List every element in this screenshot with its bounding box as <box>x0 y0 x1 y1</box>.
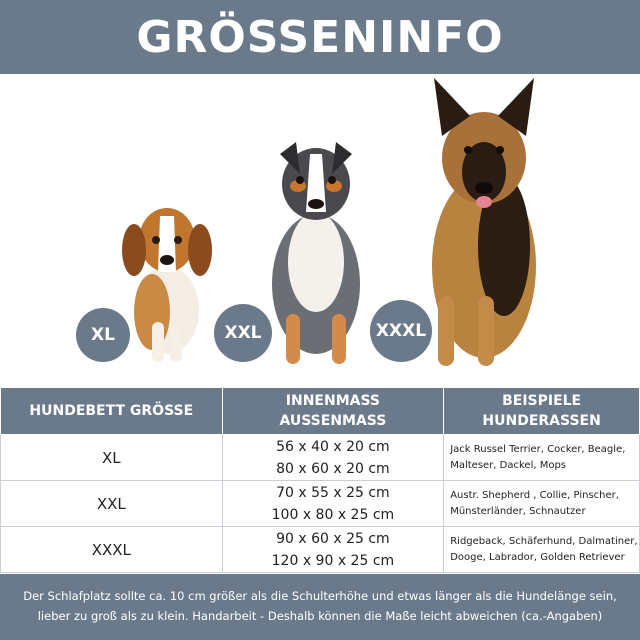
header-examples-line1: BEISPIELE <box>502 393 582 409</box>
size-badge-xxxl-label: XXXL <box>375 321 427 341</box>
page-header <box>0 0 640 74</box>
size-badge-xl-label: XL <box>91 325 115 345</box>
row-breeds <box>444 481 640 527</box>
header-size-label: HUNDEBETT GRÖSSE <box>29 403 194 419</box>
row-breeds <box>444 527 640 573</box>
row-breeds-line1: Austr. Shepherd , Collie, Pinscher, <box>450 489 619 501</box>
row-breeds-line2: Malteser, Dackel, Mops <box>450 459 567 471</box>
dog-illustration-area <box>0 74 640 386</box>
row-size: XL <box>1 435 223 481</box>
page-title: GRÖSSENINFO <box>136 11 504 63</box>
row-size: XXXL <box>1 527 223 573</box>
header-size <box>1 388 223 435</box>
footer-line1: Der Schlafplatz sollte ca. 10 cm größer als die Schulterhöhe und etwas länger als die Hundelänge sein, <box>23 589 617 603</box>
row-breeds-line2: Münsterländer, Schnautzer <box>450 505 586 517</box>
table-row <box>1 481 640 527</box>
header-outer-label: AUSSENMASS <box>279 413 387 429</box>
size-badge-xl <box>76 308 130 362</box>
size-badge-xxl-label: XXL <box>224 323 262 343</box>
row-dimensions <box>222 481 444 527</box>
table-row <box>1 435 640 481</box>
header-inner-label: INNENMASS <box>285 393 381 409</box>
size-badge-xxl <box>214 304 272 362</box>
header-examples-line2: HUNDERASSEN <box>482 413 601 429</box>
row-inner: 70 x 55 x 25 cm <box>276 484 390 501</box>
row-breeds <box>444 435 640 481</box>
row-outer: 120 x 90 x 25 cm <box>271 552 395 569</box>
table-row <box>1 527 640 573</box>
row-breeds-line2: Dooge, Labrador, Golden Retriever <box>450 551 625 563</box>
row-dimensions <box>222 435 444 481</box>
row-inner: 90 x 60 x 25 cm <box>276 530 390 547</box>
row-breeds-line1: Jack Russel Terrier, Cocker, Beagle, <box>450 443 626 455</box>
header-dimensions <box>222 388 444 435</box>
table-header-row <box>1 388 640 435</box>
row-dimensions <box>222 527 444 573</box>
footer-note <box>0 574 640 640</box>
australian-shepherd-image <box>256 134 376 366</box>
german-shepherd-image <box>414 76 554 368</box>
row-outer: 80 x 60 x 20 cm <box>276 460 390 477</box>
row-outer: 100 x 80 x 25 cm <box>271 506 395 523</box>
row-inner: 56 x 40 x 20 cm <box>276 438 390 455</box>
row-size: XXL <box>1 481 223 527</box>
row-breeds-line1: Ridgeback, Schäferhund, Dalmatiner, <box>450 535 638 547</box>
footer-line2: lieber zu groß als zu klein. Handarbeit - Deshalb können die Maße leicht abweichen (ca.-Angaben) <box>37 609 603 623</box>
size-table <box>0 387 640 573</box>
size-badge-xxxl <box>370 300 432 362</box>
header-examples <box>444 388 640 435</box>
